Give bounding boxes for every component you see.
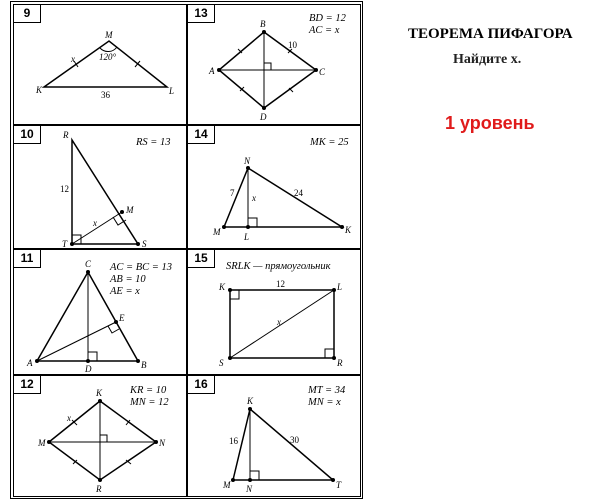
problem-number: 11 (14, 250, 41, 268)
vertex-m: M (38, 438, 46, 448)
right-triangle-figure (14, 126, 188, 250)
task-instruction: Найдите x. (453, 52, 522, 67)
vertex-t: T (62, 239, 68, 249)
problem-number: 13 (188, 5, 215, 23)
rhombus-figure (188, 5, 362, 126)
isosceles-triangle-figure (14, 250, 188, 376)
vertex-a: A (27, 358, 33, 368)
condition: SRLK — прямоугольник (226, 261, 331, 272)
problem-13 (187, 4, 361, 125)
vertex-n: N (244, 156, 251, 166)
vertex-k: K (96, 388, 103, 398)
problem-15 (187, 249, 361, 375)
problem-grid (10, 1, 363, 499)
vertex-r: R (63, 130, 69, 140)
condition: AC = BC = 13 (110, 262, 173, 273)
vertex-m: M (213, 227, 221, 237)
condition: AB = 10 (110, 274, 146, 285)
side-length: 12 (60, 184, 69, 194)
condition: MN = x (308, 397, 341, 408)
problem-16 (187, 375, 361, 497)
vertex-r: R (337, 358, 343, 368)
rhombus-figure (14, 376, 188, 498)
vertex-m: M (105, 30, 113, 40)
vertex-n: N (159, 438, 166, 448)
vertex-m: M (126, 205, 134, 215)
problem-number: 12 (14, 376, 41, 394)
side-length: 24 (294, 188, 303, 198)
vertex-e: E (119, 313, 125, 323)
problem-number: 15 (188, 250, 215, 268)
condition: BD = 12 (309, 13, 346, 24)
vertex-k: K (247, 396, 254, 406)
side-length: 7 (230, 188, 235, 198)
condition: RS = 13 (136, 137, 171, 148)
vertex-s: S (219, 358, 224, 368)
vertex-l: L (244, 232, 250, 242)
problem-number: 16 (188, 376, 215, 394)
condition: MK = 25 (310, 137, 349, 148)
side-length: 10 (288, 40, 297, 50)
side-x: x (71, 54, 75, 64)
vertex-b: B (260, 19, 266, 29)
diagonal-x: x (277, 317, 281, 327)
triangle-figure (188, 126, 362, 250)
vertex-b: B (141, 360, 147, 370)
vertex-l: L (169, 86, 175, 96)
level-label: 1 уровень (445, 113, 535, 133)
angle-label: 120° (99, 52, 117, 62)
vertex-l: L (337, 282, 343, 292)
segment-x: x (252, 193, 256, 203)
condition: AC = x (309, 25, 340, 36)
problem-12 (13, 375, 187, 497)
problem-11 (13, 249, 187, 375)
vertex-r: R (96, 484, 102, 494)
vertex-k: K (219, 282, 226, 292)
vertex-a: A (209, 66, 215, 76)
side-length: 12 (276, 279, 285, 289)
vertex-k: K (345, 225, 352, 235)
problem-number: 14 (188, 126, 215, 144)
side-length: 16 (229, 436, 238, 446)
condition: MT = 34 (308, 385, 346, 396)
problem-9 (13, 4, 187, 125)
vertex-d: D (260, 112, 267, 122)
triangle-figure (14, 5, 188, 126)
page-title: ТЕОРЕМА ПИФАГОРА (408, 26, 573, 42)
side-length: 36 (101, 90, 110, 100)
vertex-c: C (85, 259, 92, 269)
problem-number: 10 (14, 126, 41, 144)
vertex-k: K (36, 85, 43, 95)
vertex-s: S (142, 239, 147, 249)
problem-10 (13, 125, 187, 249)
side-x: x (67, 413, 71, 423)
triangle-figure (188, 376, 362, 498)
condition: MN = 12 (130, 397, 169, 408)
condition: KR = 10 (130, 385, 167, 396)
segment-x: x (93, 218, 97, 228)
vertex-t: T (336, 480, 342, 490)
vertex-d: D (85, 364, 92, 374)
problem-number: 9 (14, 5, 41, 23)
problem-14 (187, 125, 361, 249)
rectangle-figure (188, 250, 362, 376)
side-length: 30 (290, 435, 299, 445)
vertex-m: M (223, 480, 231, 490)
condition: AE = x (110, 286, 140, 297)
vertex-n: N (246, 484, 253, 494)
vertex-c: C (319, 67, 326, 77)
